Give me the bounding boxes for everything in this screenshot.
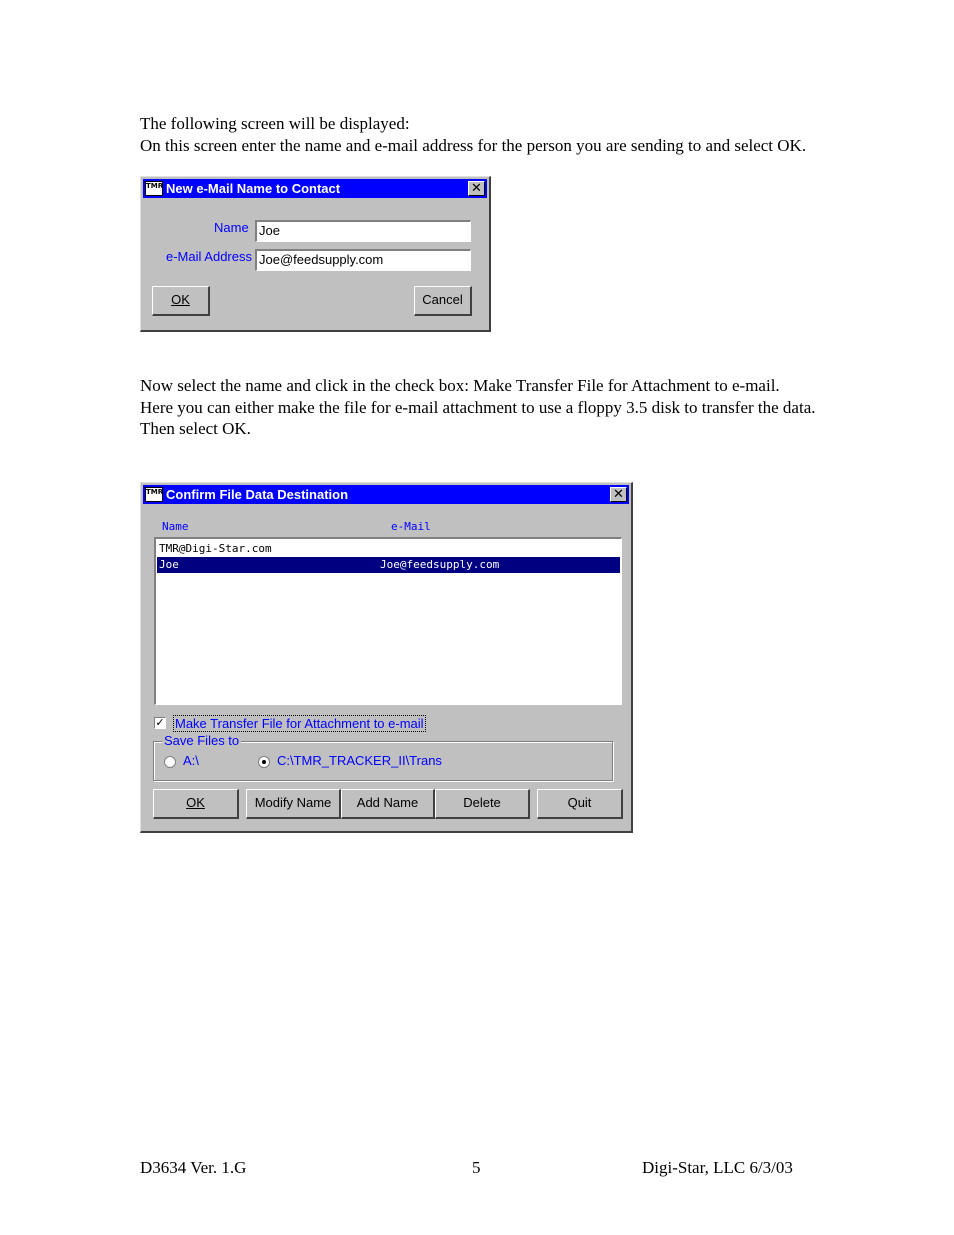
radio-c-trans-folder[interactable] — [258, 756, 270, 768]
footer-page-number: 5 — [472, 1158, 481, 1177]
instructions-paragraph — [140, 375, 816, 440]
dialog-title-bar — [143, 179, 487, 198]
new-email-contact-dialog — [140, 176, 491, 332]
email-address-label: e-Mail Address — [166, 249, 252, 264]
dialog-title: Confirm File Data Destination — [166, 487, 349, 502]
contact-list — [154, 537, 622, 705]
footer-document-id: D3634 Ver. 1.G — [140, 1158, 247, 1177]
radio-a-drive-label[interactable]: A:\ — [183, 753, 199, 768]
instructions-line-3: Then select OK. — [140, 419, 251, 438]
close-icon[interactable]: ✕ — [468, 181, 485, 196]
name-input[interactable]: Joe — [255, 220, 471, 242]
delete-button[interactable]: Delete — [435, 789, 530, 819]
cancel-button[interactable]: Cancel — [414, 286, 472, 316]
ok-button[interactable]: OK — [152, 286, 210, 316]
make-transfer-file-checkbox[interactable]: ✓ — [155, 716, 165, 729]
radio-c-trans-folder-label[interactable]: C:\TMR_TRACKER_II\Trans — [277, 753, 442, 768]
save-files-to-group — [153, 733, 613, 781]
close-icon[interactable]: ✕ — [610, 487, 627, 502]
list-item-selected[interactable]: Joe Joe@feedsupply.com — [157, 557, 620, 573]
quit-button[interactable]: Quit — [537, 789, 623, 819]
intro-paragraph — [140, 113, 806, 156]
make-transfer-file-label[interactable]: Make Transfer File for Attachment to e-mail — [175, 716, 424, 731]
name-label: Name — [214, 220, 249, 235]
column-header-name: Name — [162, 520, 189, 533]
tmr-app-icon: TMR — [145, 181, 163, 196]
save-files-to-label: Save Files to — [164, 733, 240, 748]
modify-name-button[interactable]: Modify Name — [246, 789, 341, 819]
list-item[interactable]: TMR@Digi-Star.com — [159, 542, 272, 555]
intro-line-2: On this screen enter the name and e-mail address for the person you are sending to and select OK. — [140, 135, 807, 155]
email-address-input[interactable]: Joe@feedsupply.com — [255, 249, 471, 271]
footer-company-date: Digi-Star, LLC 6/3/03 — [642, 1158, 793, 1177]
column-header-email: e-Mail — [391, 520, 431, 533]
add-name-button[interactable]: Add Name — [341, 789, 435, 819]
radio-a-drive[interactable] — [164, 756, 176, 768]
confirm-file-destination-dialog — [140, 482, 633, 833]
tmr-app-icon: TMR — [145, 487, 163, 502]
instructions-line-2: Here you can either make the file for e-mail attachment to use a floppy 3.5 disk to transfer the data. — [140, 397, 816, 417]
dialog-title-bar — [143, 485, 629, 504]
dialog-title: New e-Mail Name to Contact — [166, 181, 341, 196]
instructions-line-1: Now select the name and click in the check box: Make Transfer File for Attachment to e-mail. — [140, 376, 780, 395]
ok-button[interactable]: OK — [153, 789, 239, 819]
intro-line-1: The following screen will be displayed: — [140, 114, 410, 133]
